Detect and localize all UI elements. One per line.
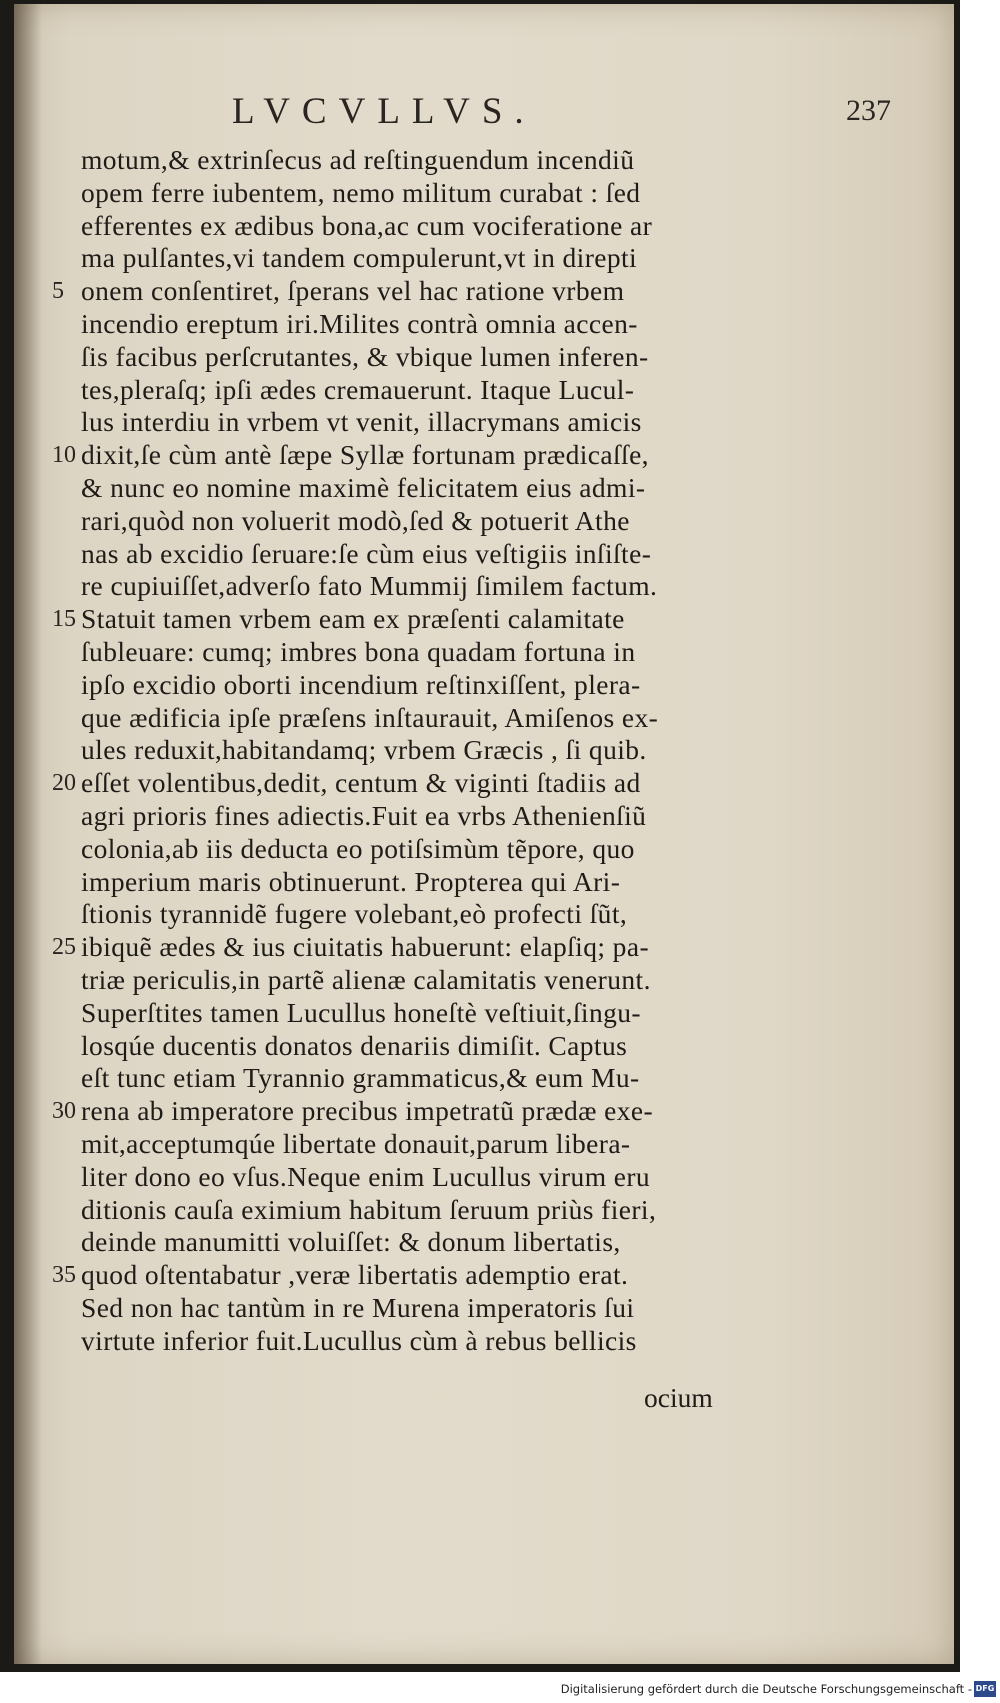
text-line xyxy=(14,1062,954,1095)
line-number: 25 xyxy=(52,934,76,961)
line-text: triæ periculis,in partẽ alienæ calamitatis venerunt. xyxy=(81,963,651,995)
line-text: agri prioris fines adiectis.Fuit ea vrbs Athenienſiũ xyxy=(81,799,647,831)
text-line xyxy=(14,767,954,800)
line-number: 35 xyxy=(52,1262,76,1289)
line-text: ma pulſantes,vi tandem compulerunt,vt in direpti xyxy=(81,242,638,274)
line-text: virtute inferior fuit.Lucullus cùm à rebus bellicis xyxy=(81,1324,637,1356)
line-text: losqúe ducentis donatos denariis dimiſit. Captus xyxy=(81,1029,628,1061)
line-text: tes,pleraſq; ipſi ædes cremauerunt. Itaque Lucul- xyxy=(81,373,635,405)
text-line xyxy=(14,964,954,997)
line-text: & nunc eo nomine maximè felicitatem eius admi- xyxy=(81,471,646,503)
text-line xyxy=(14,177,954,210)
line-number: 20 xyxy=(52,770,76,797)
line-text: Superſtites tamen Lucullus honeſtè veſtiuit,ſingu- xyxy=(81,996,641,1028)
line-text: ſubleuare: cumq; imbres bona quadam fortuna in xyxy=(81,635,636,667)
page-header xyxy=(14,90,954,140)
text-line xyxy=(14,374,954,407)
line-text: rena ab imperatore precibus impetratũ prædæ exe- xyxy=(81,1095,654,1127)
line-text: lus interdiu in vrbem vt venit, illacrymans amicis xyxy=(81,406,642,438)
text-line xyxy=(14,242,954,275)
text-line xyxy=(14,898,954,931)
line-text: re cupiuiſſet,adverſo fato Mummij ſimilem factum. xyxy=(81,570,658,602)
line-number: 10 xyxy=(52,442,76,469)
digitization-footer xyxy=(0,1678,1000,1703)
running-head: LVCVLLVS. xyxy=(232,91,536,132)
line-text: eſſet volentibus,dedit, centum & viginti ſtadiis ad xyxy=(81,767,641,799)
text-line xyxy=(14,997,954,1030)
page-number: 237 xyxy=(846,94,891,127)
text-line xyxy=(14,734,954,767)
line-text: eſt tunc etiam Tyrannio grammaticus,& eum Mu- xyxy=(81,1062,640,1094)
text-line xyxy=(14,1325,954,1358)
text-line xyxy=(14,406,954,439)
text-line xyxy=(14,538,954,571)
body-text xyxy=(14,144,954,1357)
line-text: incendio ereptum iri.Milites contrà omnia accen- xyxy=(81,307,638,339)
text-line xyxy=(14,800,954,833)
text-line xyxy=(14,210,954,243)
line-text: Statuit tamen vrbem eam ex præſenti calamitate xyxy=(81,603,625,635)
line-text: mit,acceptumqúe libertate donauit,parum libera- xyxy=(81,1127,631,1159)
line-text: rari,quòd non voluerit modò,ſed & potuerit Athe xyxy=(81,504,630,536)
text-line xyxy=(14,505,954,538)
line-number: 15 xyxy=(52,606,76,633)
text-line xyxy=(14,1161,954,1194)
line-text: colonia,ab iis deducta eo potiſsimùm tẽpore, quo xyxy=(81,832,635,864)
text-line xyxy=(14,1030,954,1063)
text-line xyxy=(14,570,954,603)
line-text: onem conſentiret, ſperans vel hac ratione vrbem xyxy=(81,275,625,307)
line-text: ſis facibus perſcrutantes, & vbique lumen inferen- xyxy=(81,340,649,372)
text-line xyxy=(14,341,954,374)
line-text: ules reduxit,habitandamq; vrbem Græcis , ſi quib. xyxy=(81,734,647,766)
book-page xyxy=(14,4,954,1664)
line-text: ipſo excidio oborti incendium reſtinxiſſent, plera- xyxy=(81,668,641,700)
text-line xyxy=(14,472,954,505)
text-line xyxy=(14,603,954,636)
text-line xyxy=(14,702,954,735)
text-line xyxy=(14,669,954,702)
text-line xyxy=(14,833,954,866)
text-line xyxy=(14,931,954,964)
line-text: Sed non hac tantùm in re Murena imperatoris ſui xyxy=(81,1291,635,1323)
dfg-logo: DFG xyxy=(974,1681,996,1697)
line-text: opem ferre iubentem, nemo militum curabat : ſed xyxy=(81,176,641,208)
text-line xyxy=(14,1194,954,1227)
line-text: imperium maris obtinuerunt. Propterea qui Ari- xyxy=(81,865,621,897)
text-line xyxy=(14,439,954,472)
text-line xyxy=(14,1128,954,1161)
text-line xyxy=(14,1259,954,1292)
line-text: motum,& extrinſecus ad reſtinguendum incendiũ xyxy=(81,144,635,175)
text-line xyxy=(14,1292,954,1325)
funding-credit: Digitalisierung gefördert durch die Deutsche Forschungsgemeinschaft - xyxy=(560,1682,972,1696)
line-text: que ædificia ipſe præſens inſtaurauit, Amiſenos ex- xyxy=(81,701,659,733)
catchword: ocium xyxy=(644,1382,713,1413)
line-text: ditionis cauſa eximium habitum ſeruum priùs fieri, xyxy=(81,1193,657,1225)
line-text: quod oſtentabatur ,veræ libertatis ademptio erat. xyxy=(81,1259,629,1291)
text-line xyxy=(14,1226,954,1259)
text-line xyxy=(14,1095,954,1128)
line-text: ſtionis tyrannidẽ fugere volebant,eò profecti ſũt, xyxy=(81,898,628,930)
line-text: nas ab excidio ſeruare:ſe cùm eius veſtigiis inſiſte- xyxy=(81,537,652,569)
text-line xyxy=(14,866,954,899)
line-text: dixit,ſe cùm antè ſæpe Syllæ fortunam prædicaſſe, xyxy=(81,439,649,471)
line-text: liter dono eo vſus.Neque enim Lucullus virum eru xyxy=(81,1160,651,1192)
text-line xyxy=(14,308,954,341)
line-number: 30 xyxy=(52,1098,76,1125)
line-text: ibiquẽ ædes & ius ciuitatis habuerunt: elapſiq; pa- xyxy=(81,931,649,963)
line-text: efferentes ex ædibus bona,ac cum vociferatione ar xyxy=(81,209,653,241)
text-line xyxy=(14,275,954,308)
line-number: 5 xyxy=(52,278,64,305)
line-text: deinde manumitti voluiſſet: & donum libertatis, xyxy=(81,1226,621,1258)
text-line xyxy=(14,144,954,177)
text-line xyxy=(14,636,954,669)
